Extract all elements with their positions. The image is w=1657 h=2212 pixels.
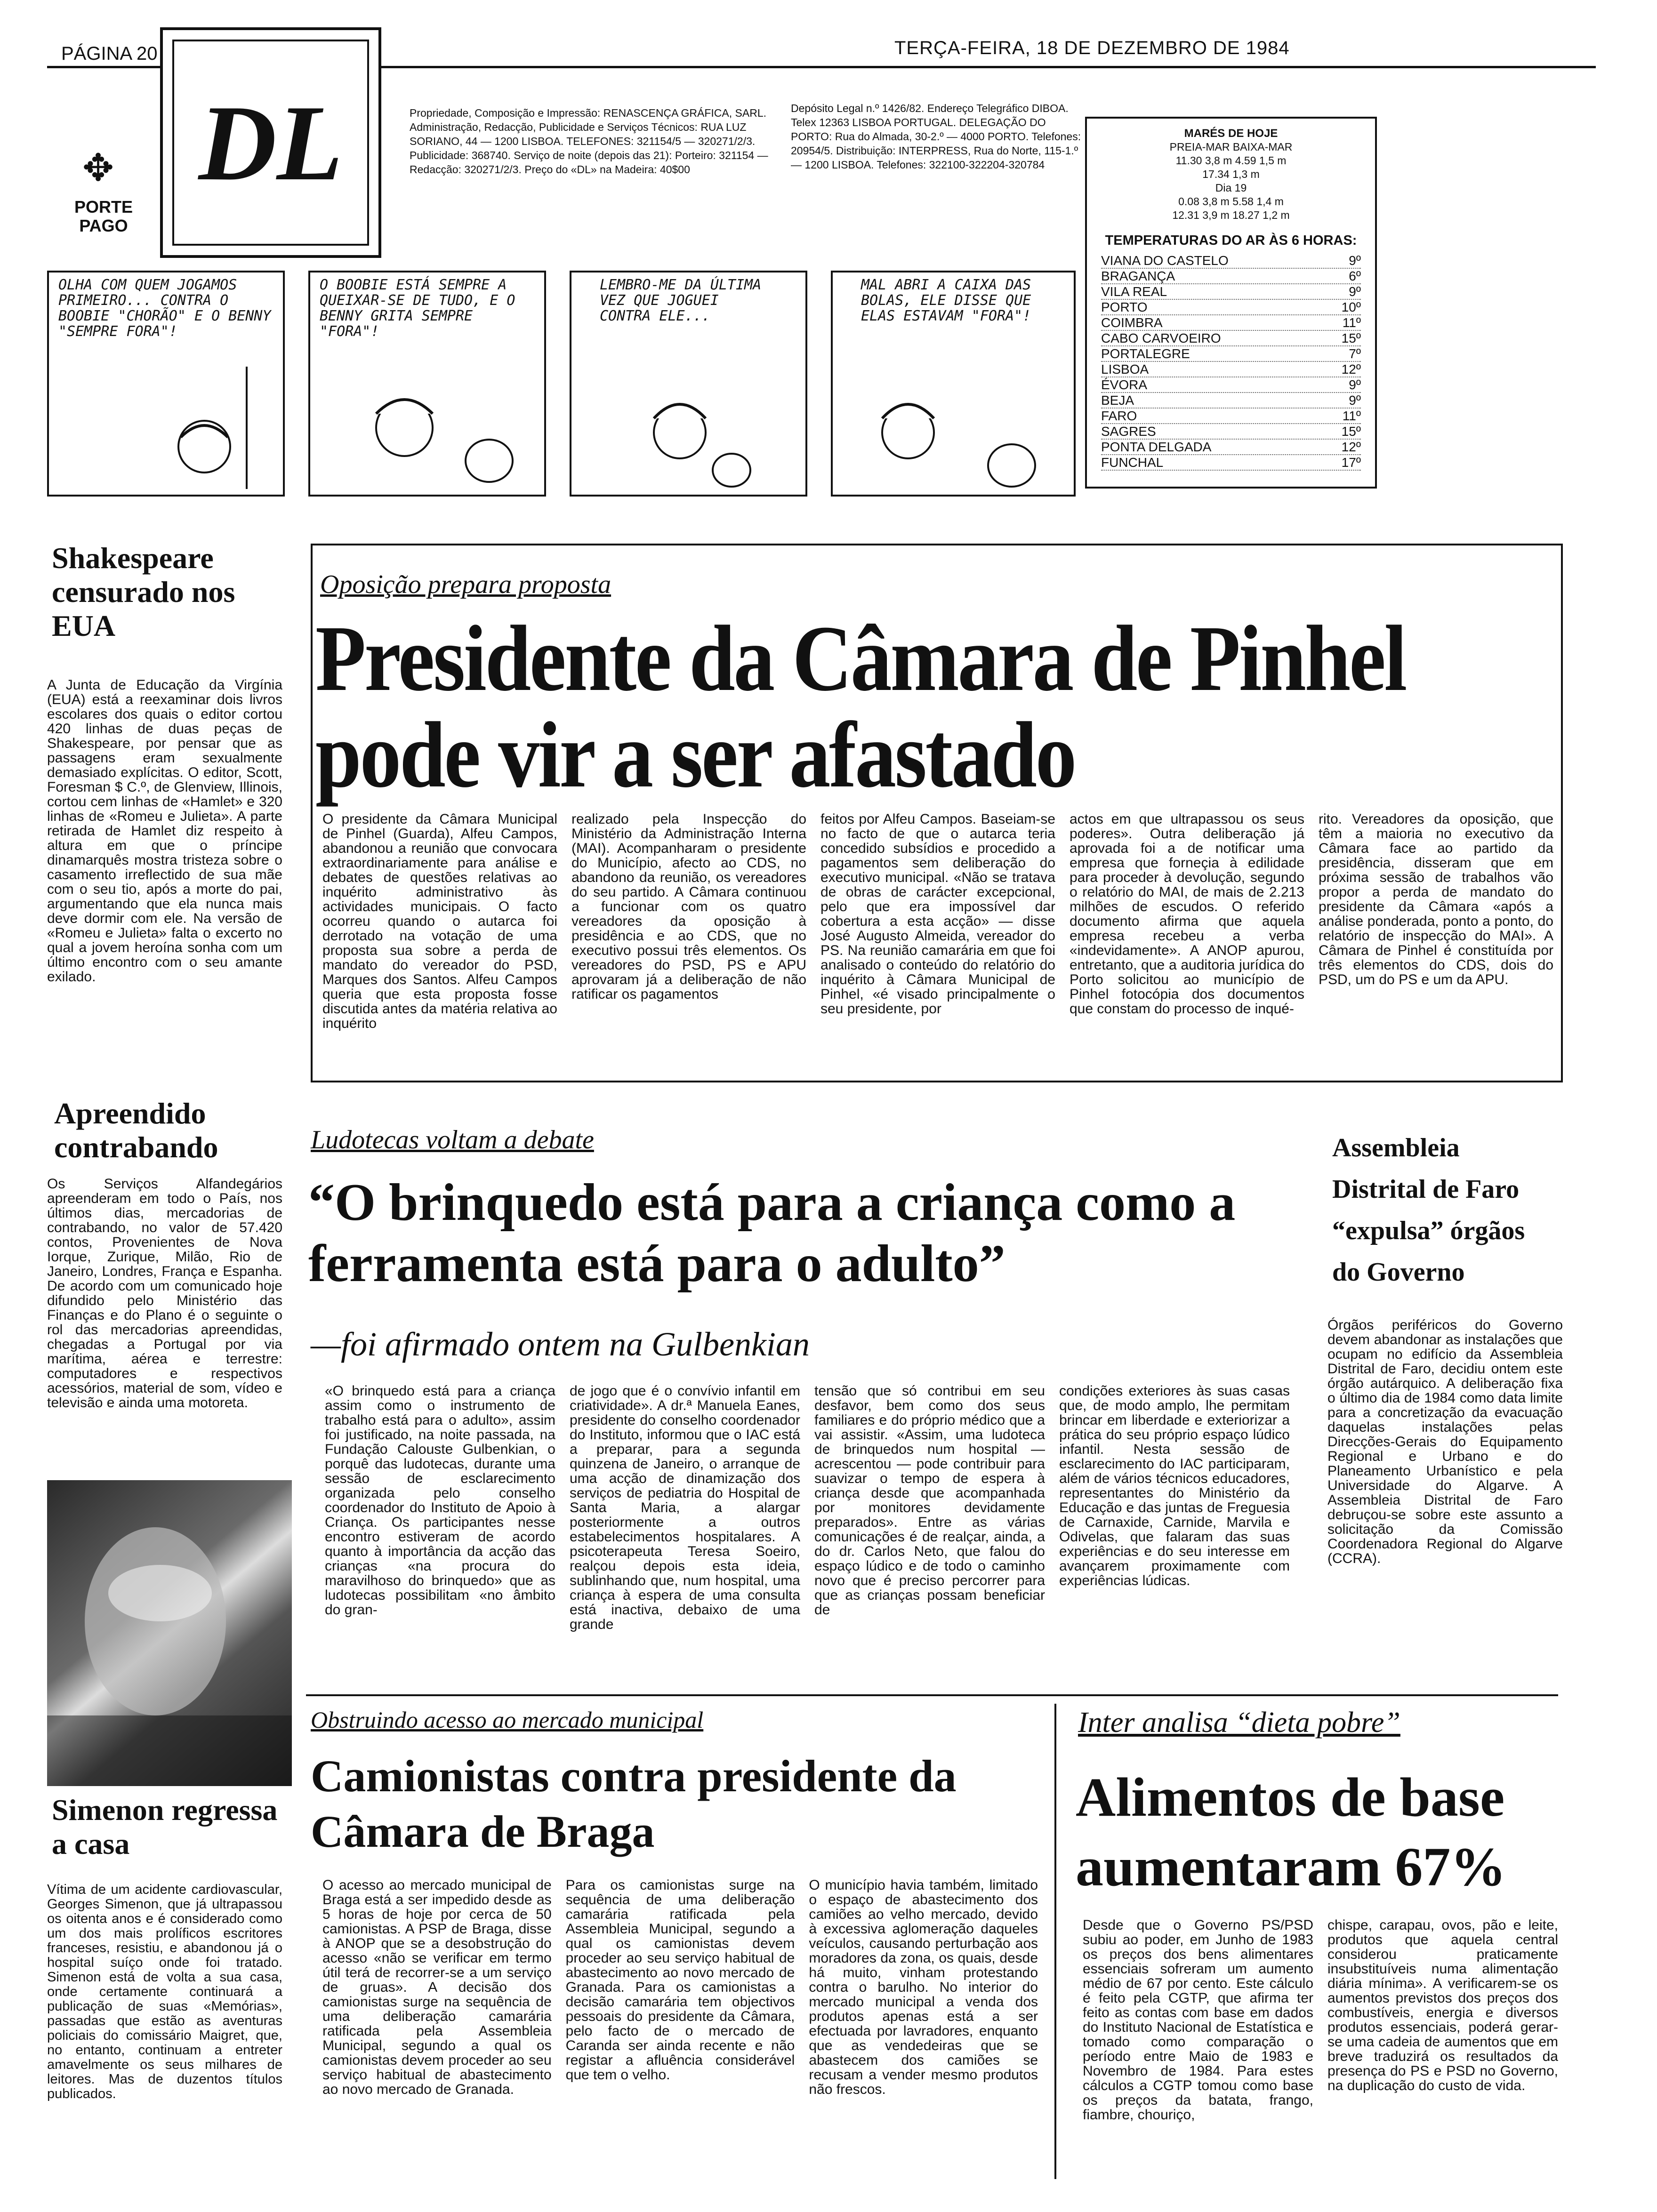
ludotecas-col: tensão que só contribui em seu desfavor, bem como dos seus familiares e do próprio médico que a vai assistir. «Assim, uma ludoteca de brinquedos num hospital — acrescentou — pode contribuir para suavizar o tempo de espera à criança desde que acompanhada por monitores devidamente preparados». Entre as várias comunicações é de realçar, ainda, a do dr. Carlos Neto, que falou do espaço lúdico e de todo o caminho novo que é preciso percorrer para que as crianças possam beneficiar de — [814, 1383, 1045, 1618]
temp-city: PORTALEGRE — [1101, 346, 1190, 361]
temp-value: 10º — [1341, 300, 1361, 314]
temp-row — [1101, 409, 1361, 424]
temp-city: VIANA DO CASTELO — [1101, 253, 1229, 268]
tide-line: Dia 19 — [1215, 182, 1247, 194]
comic-art — [310, 272, 546, 497]
comic-art — [571, 272, 807, 497]
temp-value: 12º — [1341, 440, 1361, 454]
temp-city: FARO — [1101, 409, 1137, 423]
temp-row — [1101, 362, 1361, 377]
temp-city: SAGRES — [1101, 424, 1156, 439]
column-rule — [1054, 1704, 1056, 2179]
ludotecas-headline: “O brinquedo está para a criança como a ferramenta está para o adulto” — [308, 1173, 1236, 1293]
temp-row — [1101, 377, 1361, 393]
pinhel-headline-1: Presidente da Câmara de Pinhel — [315, 607, 1406, 711]
contrabando-title: Apreendido contrabando — [54, 1097, 218, 1164]
ludotecas-col: condições exteriores às suas casas que, de modo amplo, lhe permitam brincar em liberdade e exteriorizar a prática do seu próprio espaço lúdico infantil. Nesta sessão de esclarecimento do IAC participaram, além de vários técnicos educadores, representantes do Ministério da Educação e das juntas de Freguesia de Carnaxide, Carnide, Marvila e Odivelas, que falaram das suas experiências e do seu interesse em avançarem proximamente com experiências lúdicas. — [1059, 1383, 1290, 1588]
temp-value: 9º — [1349, 377, 1361, 392]
comic-panel-4 — [831, 271, 1076, 497]
imprint-right: Depósito Legal n.º 1426/82. Endereço Telegráfico DIBOA. Telex 12363 LISBOA PORTUGAL. DELEGAÇÃO DO PORTO: Rua do Almada, 30-2.º — 4000 PORTO. Telefones: 20954/5. Distribuição: INTERPRESS, Rua do Norte, 115-1.º — 1200 LISBOA. Telefones: 322100-322204-320784 — [791, 102, 1081, 171]
temp-value: 6º — [1349, 269, 1361, 283]
temp-city: ÉVORA — [1101, 377, 1148, 392]
section-rule — [306, 1694, 1558, 1696]
comic-balloon: LEMBRO-ME DA ÚLTIMA VEZ QUE JOGUEI CONTRA ELE... — [600, 277, 762, 324]
comic-panel-3 — [570, 271, 807, 497]
pinhel-col: O presidente da Câmara Municipal de Pinhel (Guarda), Alfeu Campos, abandonou a reunião que convocara extraordinariamente para análise e debates de questões relativas ao inquérito administrativo às actividades municipais. O facto ocorreu quando o autarca foi derrotado na votação de uma proposta sua sobre a perda de mandato do vereador do PSD, Marques dos Santos. Alfeu Campos queria que esta proposta fosse discutida antes da matéria relativa ao inquérito — [322, 811, 557, 1031]
temp-row — [1101, 315, 1361, 331]
comic-panel-2 — [308, 271, 546, 497]
temp-value: 15º — [1341, 424, 1361, 439]
temp-value: 7º — [1349, 346, 1361, 361]
temp-row — [1101, 331, 1361, 346]
temp-row — [1101, 424, 1361, 440]
pinhel-col: realizado pela Inspecção do Ministério da Administração Interna (MAI). Acompanharam o presidente do Município, afecto ao CDS, no abandono da reunião, os vereadores do seu partido. A Câmara continuou a funcionar com os quatro vereadores da oposição à presidência e ao CDS, que no executivo possui três elementos. Os vereadores do PSD, PS e APU aprovaram já a deliberação de não ratificar os pagamentos — [571, 811, 806, 1002]
logo-text: DL — [198, 82, 343, 203]
pinhel-headline-2: pode vir a ser afastado — [315, 703, 1075, 807]
temp-row — [1101, 455, 1361, 471]
page-number: PÁGINA 20 — [61, 43, 158, 64]
pinhel-col: feitos por Alfeu Campos. Baseiam-se no facto de que o autarca teria concedido subsídios e procedido a pagamentos sem deliberação do executivo municipal. «Não se tratava de obras de carácter excepcional, pelo que era impossível dar cobertura a esta acção» — disse José Augusto Almeida, vereador do PS. Na reunião camarária em que foi analisado o conteúdo do relatório do inquérito à Câmara Municipal de Pinhel, «é visado principalmente o seu presidente, por — [820, 811, 1055, 1017]
weather-box — [1085, 117, 1377, 489]
braga-headline: Camionistas contra presidente da Câmara de Braga — [311, 1751, 957, 1857]
braga-col: Para os camionistas surge na sequência de uma deliberação camarária ratificada pela Assembleia Municipal, segundo a qual os camionistas devem proceder ao seu serviço habitual de abastecimento ao novo mercado de Granada. Para os camionistas a decisão camarária tem objectivos pessoais do presidente da Câmara, pelo facto de o mercado de Caranda ser ainda recente e não registar a afluência considerável que tem o velho. — [565, 1877, 795, 2083]
porte-pago: PORTE PAGO — [74, 197, 133, 235]
braga-columns — [322, 1878, 1038, 2097]
pinhel-rule-left — [311, 544, 313, 1082]
temp-row — [1101, 269, 1361, 284]
temp-city: FUNCHAL — [1101, 455, 1164, 470]
temp-title: TEMPERATURAS DO AR ÀS 6 HORAS: — [1105, 233, 1357, 248]
tide-subtitle: PREIA-MAR BAIXA-MAR — [1169, 141, 1293, 153]
comic-art — [833, 272, 1076, 497]
temp-row — [1101, 300, 1361, 315]
shakespeare-title: Shakespeare censurado nos EUA — [52, 541, 235, 642]
temp-value: 9º — [1349, 253, 1361, 268]
pinhel-columns — [322, 812, 1553, 1031]
tide-line: 11.30 3,8 m 4.59 1,5 m — [1175, 154, 1287, 167]
temp-city: COIMBRA — [1101, 315, 1163, 330]
ludotecas-columns — [325, 1384, 1290, 1632]
masthead-logo — [160, 27, 381, 258]
temp-row — [1101, 440, 1361, 455]
temp-row — [1101, 253, 1361, 269]
temp-value: 9º — [1349, 284, 1361, 299]
temp-city: BRAGANÇA — [1101, 269, 1175, 283]
ludotecas-subhead: —foi afirmado ontem na Gulbenkian — [311, 1325, 810, 1363]
inter-columns — [1083, 1918, 1558, 2122]
tide-line: 12.31 3,9 m 18.27 1,2 m — [1172, 209, 1290, 221]
comic-balloon: MAL ABRI A CAIXA DAS BOLAS, ELE DISSE QUE ELAS ESTAVAM "FORA"! — [861, 277, 1031, 324]
faro-title: Assembleia Distrital de Faro “expulsa” órgãos do Governo — [1332, 1133, 1525, 1287]
temp-city: BEJA — [1101, 393, 1134, 408]
comic-panel-1 — [47, 271, 285, 497]
page-date: TERÇA-FEIRA, 18 DE DEZEMBRO DE 1984 — [894, 38, 1290, 58]
tide-title: MARÉS DE HOJE — [1184, 127, 1278, 140]
photo-art — [47, 1480, 292, 1786]
temp-value: 11º — [1342, 315, 1361, 330]
temp-city: LISBOA — [1101, 362, 1149, 377]
temp-city: PORTO — [1101, 300, 1148, 314]
temp-city: PONTA DELGADA — [1101, 440, 1212, 454]
temp-value: 17º — [1341, 455, 1361, 470]
pinhel-rule-right — [1561, 544, 1563, 1082]
temp-row — [1101, 284, 1361, 300]
tide-line: 17.34 1,3 m — [1202, 168, 1260, 180]
shakespeare-body: A Junta de Educação da Virgínia (EUA) está a reexaminar dois livros escolares dos quais o editor cortou 420 linhas de duas peças de Shakespeare, por pensar que as passagens eram sexualmente demasiado explícitas. O editor, Scott, Foresman $ C.º, de Glenview, Illinois, cortou cem linhas de «Hamlet» e 320 linhas de «Romeu e Julieta». A parte retirada de Hamlet diz respeito à altura em que o príncipe dinamarquês mostra tristeza sobre o casamento irreflectido de sua mãe com o seu tio, após a morte do pai, argumentando que ela nunca mais deve dormir com ele. Na versão de «Romeu e Julieta» falta o excerto no qual a jovem heroína sonha com um último encontro com o seu amante exilado. — [47, 677, 282, 985]
simenon-body: Vítima de um acidente cardiovascular, Georges Simenon, que já ultrapassou os oitenta anos e é considerado como um dos mais prolíficos escritores franceses, resistiu, e abandonou já o hospital suíço onde foi tratado. Simenon está de volta a sua casa, onde certamente continuará a publicação de suas «Memórias», passadas que estão as aventuras policiais do comissário Maigret, que, no entanto, continuam a entreter amavelmente os seus milhares de leitores. Mas de duzentos títulos publicados. — [47, 1882, 282, 2101]
pinhel-col: actos em que ultrapassou os seus poderes». Outra deliberação já aprovada foi a de notificar uma empresa que forneçia à edilidade para proceder à devolução, segundo o relatório do MAI, de mais de 2.213 milhões de escudos. O referido documento afirma que aquela empresa recebeu a verba «indevidamente». A ANOP apurou, entretanto, que a auditoria jurídica do Porto solicitou ao município de Pinhel fotocópia dos documentos que constam do processo de inqué- — [1070, 811, 1304, 1017]
contrabando-body: Os Serviços Alfandegários apreenderam em todo o País, nos últimos dias, mercadorias de contrabando, no valor de 57.420 contos, Provenientes de Nova Iorque, Zurique, Milão, Rio de Janeiro, Londres, França e Espanha. De acordo com um comunicado hoje difundido pelo Ministério das Finanças e do Plano é o seguinte o rol das mercadorias apreendidas, chegadas a Portugal por via marítima, aérea e terrestre: computadores e respectivos acessórios, material de som, vídeo e televisão e ainda uma motoreta. — [47, 1176, 282, 1411]
temp-city: CABO CARVOEIRO — [1101, 331, 1221, 345]
braga-kicker: Obstruindo acesso ao mercado municipal — [311, 1707, 704, 1733]
inter-col: chispe, carapau, ovos, pão e leite, produtos que aquela central considerou praticamente insubstituíveis numa alimentação diária mínima». A verificarem-se os aumentos previstos dos preços dos combustíveis, energia e diversos produtos essenciais, poderá gerar-se uma cadeia de aumentos que em breve traduzirá os resultados da presença do PS e PSD no Governo, na duplicação do custo de vida. — [1327, 1917, 1558, 2093]
simenon-title: Simenon regressa a casa — [52, 1793, 278, 1860]
temp-value: 15º — [1341, 331, 1361, 345]
braga-col: O acesso ao mercado municipal de Braga está a ser impedido desde as 5 horas de hoje por cerca de 50 camionistas. A PSP de Braga, disse à ANOP que se a desobstrução do acesso «não se verificar em termo útil terá de recorrer-se a um serviço de gruas». A decisão dos camionistas surge na sequência de uma deliberação camarária ratificada pela Assembleia Municipal, segundo a qual os camionistas devem proceder ao seu serviço habitual de abastecimento ao novo mercado de Granada. — [322, 1877, 552, 2097]
inter-headline: Alimentos de base aumentaram 67% — [1076, 1766, 1506, 1898]
braga-col: O município havia também, limitado o espaço de abastecimento dos camiões ao velho mercado, devido à excessiva aglomeração daqueles veículos, causando perturbação aos moradores da zona, os quais, desde há muito, vinham protestando contra o barulho. No interior do mercado municipal a venda dos produtos apenas está a ser efectuada por lavradores, enquanto que as vendedeiras que se abastecem dos camiões se recusam a vender mesmo produtos não frescos. — [809, 1877, 1038, 2097]
simenon-photo — [47, 1480, 292, 1786]
faro-body: Órgãos periféricos do Governo devem abandonar as instalações que ocupam no edifício da Assembleia Distrital de Faro, decidiu ontem este órgão autárquico. A deliberação fixa o último dia de 1984 como data limite para a concretização da evacuação daquelas instalações pelas Direcções-Gerais do Equipamento Regional e Urbano e do Planeamento Urbanístico e pela Universidade do Algarve. A Assembleia Distrital de Faro debruçou-se sobre este assunto a solicitação da Comissão Coordenadora Regional do Algarve (CCRA). — [1327, 1317, 1563, 1566]
temp-value: 12º — [1341, 362, 1361, 377]
temp-value: 9º — [1349, 393, 1361, 408]
ludotecas-col: «O brinquedo está para a criança assim como o instrumento de trabalho está para o adulto», assim foi justificado, na noite passada, na Fundação Calouste Gulbenkian, o porquê das ludotecas, durante uma sessão de esclarecimento organizada pelo conselho coordenador do Instituto de Apoio à Criança. Os participantes nesse encontro estiveram de acordo quanto à importância da acção das crianças «na procura do maravilhoso do brinquedo» que as ludotecas possibilitam «no âmbito do gran- — [325, 1383, 555, 1618]
temp-row — [1101, 393, 1361, 409]
temp-row — [1101, 346, 1361, 362]
temp-city: VILA REAL — [1101, 284, 1167, 299]
tide-line: 0.08 3,8 m 5.58 1,4 m — [1178, 195, 1284, 208]
comic-balloon: OLHA COM QUEM JOGAMOS PRIMEIRO... CONTRA O BOOBIE "CHORÃO" E O BENNY "SEMPRE FORA"! — [58, 277, 271, 340]
pinhel-kicker: Oposição prepara proposta — [320, 570, 611, 599]
crest-icon: ✥ — [82, 148, 114, 189]
inter-col: Desde que o Governo PS/PSD subiu ao poder, em Junho de 1983 os preços dos bens alimentares essenciais sofreram um aumento médio de 67 por cento. Este cálculo é feito pela CGTP, que afirma ter feito as contas com base em dados do Instituto Nacional de Estatística e tomado como comparação o período entre Maio de 1983 e Novembro de 1984. Para estes cálculos a CGTP tomou como base os preços da batata, frango, fiambre, chouriço, — [1083, 1917, 1313, 2123]
ludotecas-kicker: Ludotecas voltam a debate — [311, 1125, 594, 1154]
temp-value: 11º — [1342, 409, 1361, 423]
pinhel-rule-top — [311, 544, 1563, 545]
pinhel-rule-bottom — [311, 1081, 1563, 1082]
imprint-left: Propriedade, Composição e Impressão: RENASCENÇA GRÁFICA, SARL. Administração, Redacção, Publicidade e Serviços Técnicos: RUA LUZ SORIANO, 44 — 1200 LISBOA. TELEFONES: 321154/5 — 320271/2/3. Publicidade: 368740. Serviço de noite (depois das 21): Porteiro: 321154 — Redacção: 320271/2/3. Preço do «DL» na Madeira: 40$00 — [410, 107, 768, 176]
comic-art — [49, 272, 285, 497]
inter-kicker: Inter analisa “dieta pobre” — [1078, 1707, 1400, 1739]
pinhel-col: rito. Vereadores da oposição, que têm a maioria no executivo da Câmara face ao partido da presidência, disseram que em próxima sessão de trabalhos vão propor a perda de mandato do presidente da Câmara «após a análise ponderada, ponto a ponto, do relatório de inspecção do MAI». A Câmara de Pinhel é constituída por três elementos do CDS, dois do PSD, um do PS e um da APU. — [1319, 811, 1553, 987]
ludotecas-col: de jogo que é o convívio infantil em criatividade». A dr.ª Manuela Eanes, presidente do conselho coordenador do Instituto, informou que o IAC está a preparar, para a segunda quinzena de Janeiro, o arranque de uma acção de dinamização dos serviços de pediatria do Hospital de Santa Maria, a alargar posteriormente a outros estabelecimentos hospitalares. A psicoterapeuta Teresa Soeiro, realçou depois esta ideia, sublinhando que, num hospital, uma criança à espera de uma consulta está inactiva, debaixo de uma grande — [570, 1383, 800, 1632]
comic-balloon: O BOOBIE ESTÁ SEMPRE A QUEIXAR-SE DE TUDO, E O BENNY GRITA SEMPRE "FORA"! — [320, 277, 515, 340]
